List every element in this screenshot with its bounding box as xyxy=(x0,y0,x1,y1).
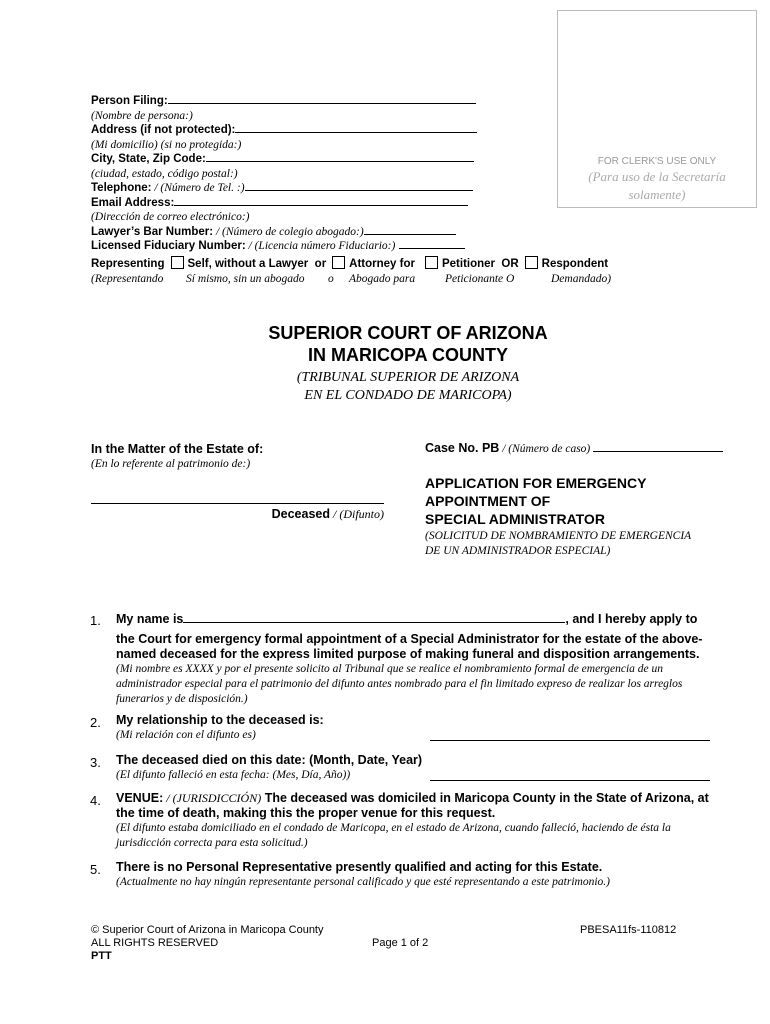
item-3-number: 3. xyxy=(90,755,101,770)
court-title-es-2: EN EL CONDADO DE MARICOPA) xyxy=(304,388,512,403)
title-line-2: APPOINTMENT OF xyxy=(425,493,551,509)
deceased-label-row xyxy=(91,507,384,522)
clerk-label-es-1: (Para uso de la Secretaría xyxy=(588,169,726,184)
deceased-label-es: / (Difunto) xyxy=(330,507,384,521)
item-4-venue: VENUE: xyxy=(116,791,164,805)
item-1-apply: , and I hereby apply to xyxy=(565,612,698,626)
decedent-name-field[interactable] xyxy=(91,503,384,504)
item-3-text-es: (El difunto falleció en esta fecha: (Mes, Día, Año)) xyxy=(116,769,351,781)
email-field[interactable] xyxy=(174,205,468,206)
fiduciary-label: Licensed Fiduciary Number: xyxy=(91,240,246,252)
person-filing-label: Person Filing: xyxy=(91,95,168,107)
matter-text: In the Matter of the Estate of: xyxy=(91,442,264,456)
fiduciary-es: / (Licencia número Fiduciario:) xyxy=(245,240,396,252)
item-5-text: There is no Personal Representative presently qualified and acting for this Estate. xyxy=(116,860,603,874)
title-line-3: SPECIAL ADMINISTRATOR xyxy=(425,511,605,527)
item-2-number: 2. xyxy=(90,715,101,730)
address-es: (Mi domicilio) (si no protegida:) xyxy=(91,138,242,151)
title-es-1: (SOLICITUD DE NOMBRAMIENTO DE EMERGENCIA xyxy=(425,530,692,542)
email-es: (Dirección de correo electrónico:) xyxy=(91,211,250,223)
case-number-field[interactable] xyxy=(593,451,723,452)
person-filing-field[interactable] xyxy=(168,103,476,104)
email-label: Email Address: xyxy=(91,196,175,209)
address-label: Address (if not protected): xyxy=(91,124,236,136)
document-title xyxy=(425,474,745,559)
representing-label: Representing xyxy=(91,258,165,270)
footer-page: Page 1 of 2 xyxy=(372,937,429,949)
footer-left xyxy=(91,924,324,963)
title-es-2: DE UN ADMINISTRADOR ESPECIAL) xyxy=(425,545,611,557)
item-4-text: The deceased was domiciled in Maricopa County in the State of Arizona, at the time of death, making this the proper venue for this request. xyxy=(116,791,709,820)
city-label: City, State, Zip Code: xyxy=(91,153,206,165)
clerk-use-box xyxy=(557,10,757,208)
item-4 xyxy=(116,791,711,851)
item-1 xyxy=(116,612,711,707)
filer-block xyxy=(91,94,561,254)
telephone-es: / (Número de Tel. :) xyxy=(151,182,245,194)
court-title-1: SUPERIOR COURT OF ARIZONA xyxy=(268,323,548,343)
item-1-number: 1. xyxy=(90,613,101,628)
item-2 xyxy=(116,713,711,743)
respondent-label: Respondent xyxy=(541,258,609,270)
court-heading xyxy=(0,322,770,405)
case-number-es: / (Número de caso) xyxy=(499,443,594,455)
footer-ptt: PTT xyxy=(91,950,112,962)
respondent-checkbox[interactable] xyxy=(525,256,538,269)
footer-rights: ALL RIGHTS RESERVED xyxy=(91,937,219,949)
city-field[interactable] xyxy=(206,161,474,162)
or-es: o xyxy=(328,273,334,285)
matter-text-es: (En lo referente al patrimonio de:) xyxy=(91,458,251,470)
matter-label xyxy=(91,442,263,472)
court-title-2: IN MARICOPA COUNTY xyxy=(308,345,508,365)
item-4-number: 4. xyxy=(90,793,101,808)
representing-row xyxy=(91,256,651,272)
court-title-es-1: (TRIBUNAL SUPERIOR DE ARIZONA xyxy=(296,370,520,385)
telephone-label: Telephone: xyxy=(91,182,152,194)
self-es: Sí mismo, sin un abogado xyxy=(186,273,305,285)
bar-number-field[interactable] xyxy=(364,234,456,235)
item-5 xyxy=(116,860,711,890)
attorney-checkbox[interactable] xyxy=(332,256,345,269)
bar-number-es: / (Número de colegio abogado:) xyxy=(213,225,364,238)
title-line-1: APPLICATION FOR EMERGENCY xyxy=(425,475,647,491)
clerk-label-es-2: solamente) xyxy=(628,187,686,202)
item-5-text-es: (Actualmente no hay ningún representante personal calificado y que esté representando a este patrimonio.) xyxy=(116,876,610,888)
item-2-text: My relationship to the deceased is: xyxy=(116,713,324,727)
item-4-venue-es: / (JURISDICCIÓN) xyxy=(163,791,262,805)
address-field[interactable] xyxy=(235,132,477,133)
clerk-label: FOR CLERK'S USE ONLY xyxy=(597,156,717,167)
attorney-es: Abogado para xyxy=(349,273,416,285)
deceased-label: Deceased xyxy=(271,507,330,521)
item-1-text-es: (Mi nombre es XXXX y por el presente solicito al Tribunal que se realice el nombramiento formal de emergencia de un administrador especial para el patrimonio del difunto antes nombrado para el fin limitado expreso de realizar los arreglos funerarios y de disposición.) xyxy=(116,663,683,705)
bar-number-label: Lawyer’s Bar Number: xyxy=(91,225,214,238)
self-checkbox[interactable] xyxy=(171,256,184,269)
petitioner-es: Peticionante O xyxy=(445,273,515,285)
date-of-death-field[interactable] xyxy=(430,780,710,781)
petitioner-label: Petitioner xyxy=(441,258,496,270)
applicant-name-field[interactable] xyxy=(183,622,565,623)
or-label: or xyxy=(314,258,327,270)
case-number-label: Case No. PB xyxy=(425,441,500,455)
or-label-2: OR xyxy=(501,258,519,270)
petitioner-checkbox[interactable] xyxy=(425,256,438,269)
item-5-number: 5. xyxy=(90,862,101,877)
item-3 xyxy=(116,753,711,783)
item-1-name-label: My name is xyxy=(116,612,184,626)
footer-copyright: © Superior Court of Arizona in Maricopa County xyxy=(91,924,324,936)
person-filing-es: (Nombre de persona:) xyxy=(91,109,193,122)
telephone-field[interactable] xyxy=(245,190,473,191)
item-1-text: the Court for emergency formal appointment of a Special Administrator for the estate of the above-named deceased for the express limited purpose of making funeral and disposition arrangements. xyxy=(116,632,703,661)
representing-es: (Representando xyxy=(91,273,164,285)
respondent-es: Demandado) xyxy=(551,273,612,285)
relationship-field[interactable] xyxy=(430,740,710,741)
fiduciary-field[interactable] xyxy=(399,248,465,249)
attorney-label: Attorney for xyxy=(349,258,415,270)
self-label: Self, without a Lawyer xyxy=(187,258,309,270)
footer-form-id: PBESA11fs-110812 xyxy=(580,924,677,936)
case-number-row xyxy=(425,441,723,455)
item-4-text-es: (El difunto estaba domiciliado en el condado de Maricopa, en el estado de Arizona, cuando falleció, haciendo de ésta la jurisdicción correcta para esta solicitud.) xyxy=(116,822,671,849)
item-2-text-es: (Mi relación con el difunto es) xyxy=(116,729,256,741)
item-3-text: The deceased died on this date: (Month, Date, Year) xyxy=(116,753,423,767)
city-es: (ciudad, estado, código postal:) xyxy=(91,167,238,180)
